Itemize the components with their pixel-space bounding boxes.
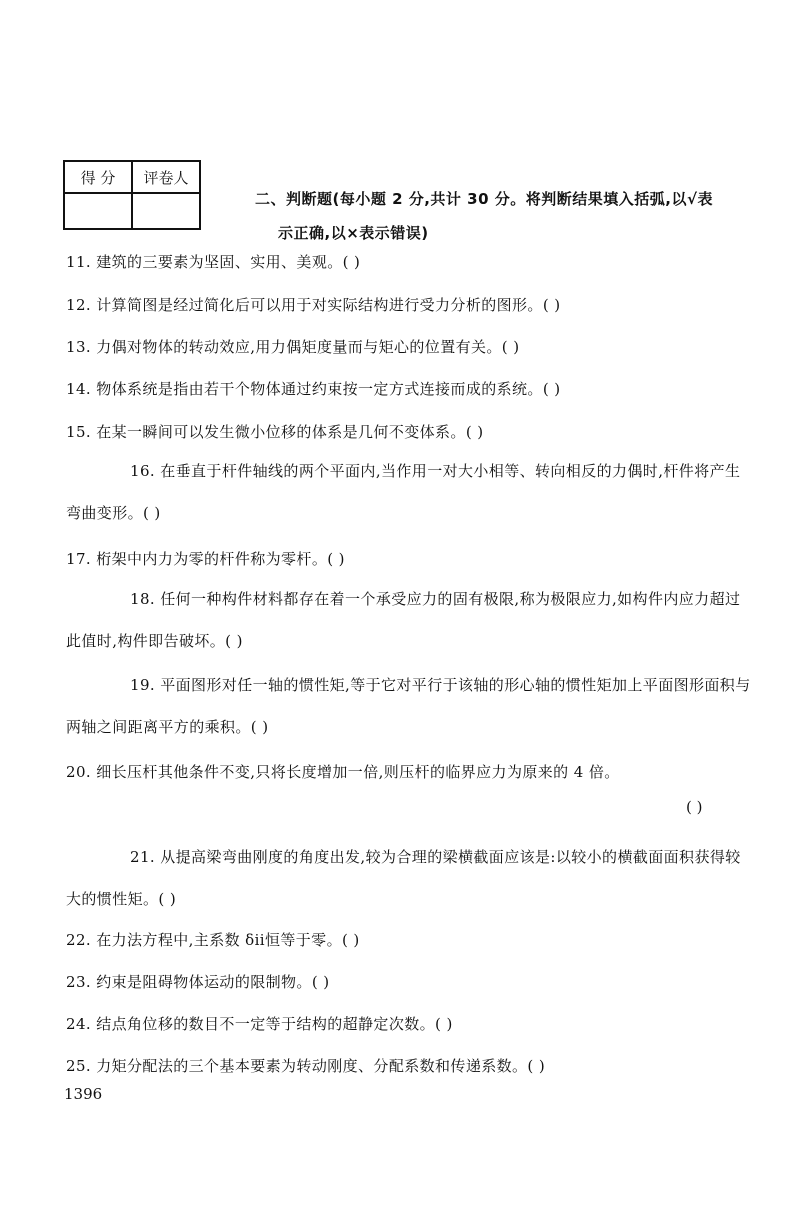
question-13: 13. 力偶对物体的转动效应,用力偶矩度量而与矩心的位置有关。( ) <box>66 338 520 356</box>
section-title <box>255 182 755 250</box>
section-title-line1: 二、判断题(每小题 2 分,共计 30 分。将判断结果填入括弧,以√表 <box>255 190 713 208</box>
question-21: 21. 从提高梁弯曲刚度的角度出发,较为合理的梁横截面应该是:以较小的横截面面积获得较大的惯性矩。( ) <box>66 848 741 908</box>
grader-label: 评卷人 <box>132 161 200 193</box>
question-20: 20. 细长压杆其他条件不变,只将长度增加一倍,则压杆的临界应力为原来的 4 倍。 <box>66 763 620 781</box>
page-number: 1396 <box>64 1085 103 1103</box>
question-22: 22. 在力法方程中,主系数 δii恒等于零。( ) <box>66 931 360 949</box>
question-12: 12. 计算简图是经过简化后可以用于对实际结构进行受力分析的图形。( ) <box>66 296 561 314</box>
grader-cell[interactable] <box>132 193 200 229</box>
question-19: 19. 平面图形对任一轴的惯性矩,等于它对平行于该轴的形心轴的惯性矩加上平面图形面积与两轴之间距离平方的乘积。( ) <box>66 676 751 736</box>
score-table <box>63 160 201 230</box>
question-20-answer-paren[interactable]: ( ) <box>686 798 703 816</box>
question-15: 15. 在某一瞬间可以发生微小位移的体系是几何不变体系。( ) <box>66 423 484 441</box>
question-16: 16. 在垂直于杆件轴线的两个平面内,当作用一对大小相等、转向相反的力偶时,杆件将产生弯曲变形。( ) <box>66 462 741 522</box>
question-11: 11. 建筑的三要素为坚固、实用、美观。( ) <box>66 253 361 271</box>
section-title-line2: 示正确,以×表示错误) <box>278 224 429 242</box>
score-label: 得 分 <box>64 161 132 193</box>
question-14: 14. 物体系统是指由若干个物体通过约束按一定方式连接而成的系统。( ) <box>66 380 561 398</box>
question-23: 23. 约束是阻碍物体运动的限制物。( ) <box>66 973 330 991</box>
question-24: 24. 结点角位移的数目不一定等于结构的超静定次数。( ) <box>66 1015 453 1033</box>
question-18: 18. 任何一种构件材料都存在着一个承受应力的固有极限,称为极限应力,如构件内应力超过此值时,构件即告破坏。( ) <box>66 590 741 650</box>
question-17: 17. 桁架中内力为零的杆件称为零杆。( ) <box>66 550 345 568</box>
score-cell[interactable] <box>64 193 132 229</box>
question-25: 25. 力矩分配法的三个基本要素为转动刚度、分配系数和传递系数。( ) <box>66 1057 546 1075</box>
